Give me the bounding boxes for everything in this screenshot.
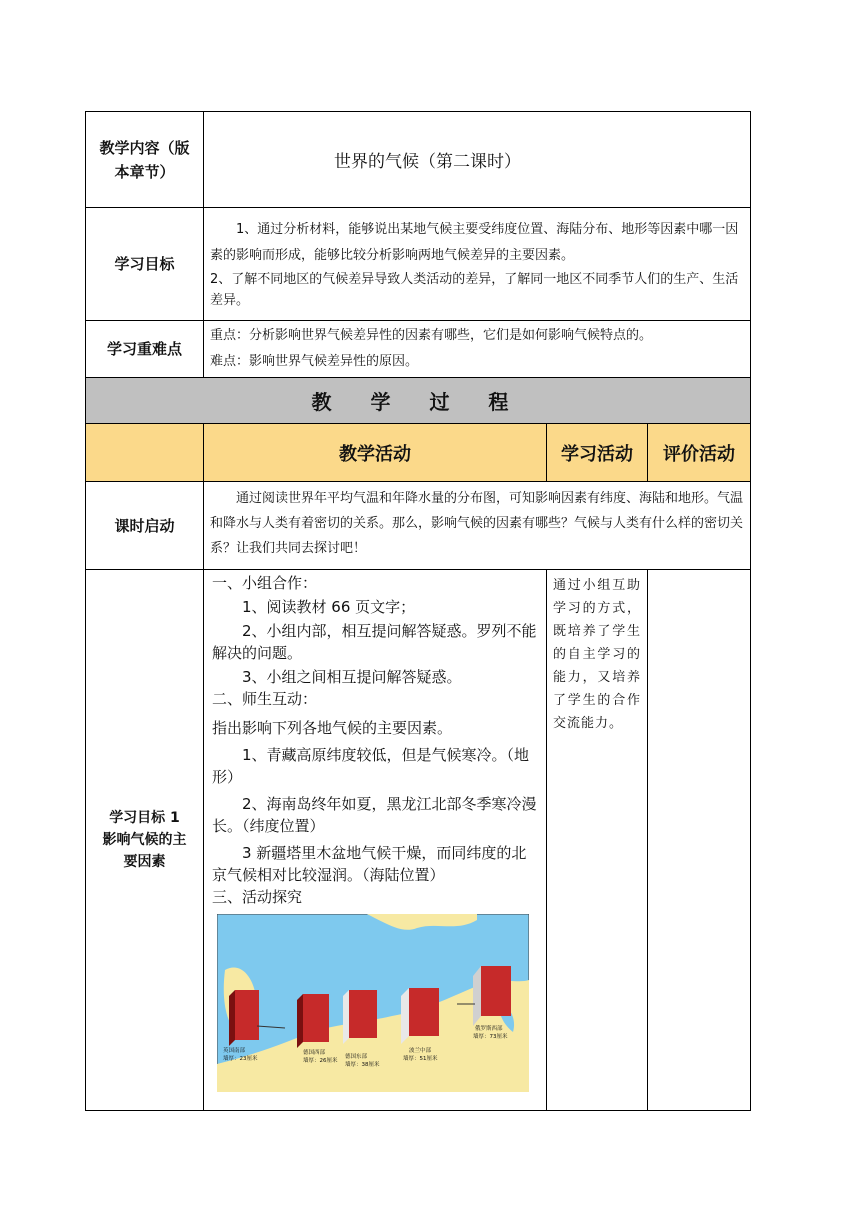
goal1-row [86, 570, 751, 1111]
objectives-cell [204, 208, 751, 321]
goal1-learning-text: 通过小组互助学习的方式，既培养了学生的自主学习的能力，又培养了学生的合作交流能力。 [553, 578, 641, 731]
intro-row [86, 482, 751, 570]
keypoints-row [86, 321, 751, 378]
step2-c: 3 新疆塔里木盆地气候干燥，而同纬度的北京气候相对比较湿润。（海陆位置） [212, 844, 527, 884]
step1-title: 一、小组合作： [212, 574, 318, 592]
intro-label-cell [86, 482, 204, 570]
step2-title: 二、师生互动： [212, 690, 318, 708]
intro-cell [204, 482, 751, 570]
label-west-germany-value: 墙厚：26厘米 [303, 1058, 338, 1064]
label-uk-value: 墙厚：23厘米 [223, 1056, 258, 1062]
label-east-germany-value: 墙厚：38厘米 [345, 1062, 380, 1068]
goal1-learning-cell [547, 570, 648, 1111]
column-header-row [86, 424, 751, 482]
content-label: 教学内容（版本章节） [99, 138, 190, 181]
step1-a: 1、阅读教材 66 页文字； [242, 598, 416, 616]
key-difficulty: 难点：影响世界气候差异性的原因。 [210, 354, 419, 369]
column-learning-label: 学习活动 [561, 443, 633, 465]
column-learning-header [547, 424, 648, 482]
objectives-row [86, 208, 751, 321]
label-west-germany: 德国西部 [303, 1050, 326, 1056]
label-poland: 波兰中部 [409, 1048, 432, 1054]
keypoints-cell [204, 321, 751, 378]
content-value-cell [204, 112, 751, 208]
objectives-label: 学习目标 [114, 255, 175, 273]
goal1-evaluation-cell [648, 570, 751, 1111]
goal1-teaching-cell [204, 570, 547, 1111]
label-poland-value: 墙厚：51厘米 [403, 1056, 438, 1062]
keypoints-label-cell [86, 321, 204, 378]
column-header-blank [86, 424, 204, 482]
intro-text: 通过阅读世界年平均气温和年降水量的分布图，可知影响因素有纬度、海陆和地形。气温和降水与人类有着密切的关系。那么，影响气候的因素有哪些？气候与人类有什么样的密切关系？让我们共同去探讨吧！ [210, 491, 744, 556]
process-title: 教 学 过 程 [311, 390, 525, 414]
wall-poland [401, 988, 439, 1044]
objective-1: 1、通过分析材料，能够说出某地气候主要受纬度位置、海陆分布、地形等因素中哪一因素的影响而形成，能够比较分析影响两地气候差异的主要因素。 [210, 222, 739, 263]
lesson-plan-table [85, 111, 751, 1111]
wall-east-germany [343, 990, 377, 1044]
goal1-label: 学习目标 1 [109, 810, 180, 826]
objectives-label-cell [86, 208, 204, 321]
label-russia: 俄罗斯西部 [475, 1026, 503, 1032]
step1-b: 2、小组内部，相互提问解答疑惑。罗列不能解决的问题。 [212, 622, 537, 662]
content-row [86, 112, 751, 208]
step2-task: 指出影响下列各地气候的主要因素。 [212, 719, 453, 737]
wall-west-germany [297, 994, 329, 1048]
content-label-cell [86, 112, 204, 208]
step3-title: 三、活动探究 [212, 888, 303, 906]
column-teaching-header [204, 424, 547, 482]
step1-c: 3、小组之间相互提问解答疑惑。 [242, 668, 462, 686]
lesson-title: 世界的气候（第二课时） [334, 152, 521, 172]
goal1-label-cell [86, 570, 204, 1111]
intro-label: 课时启动 [114, 516, 175, 535]
objective-2: 2、了解不同地区的气候差异导致人类活动的差异，了解同一地区不同季节人们的生产、生活差异。 [210, 272, 739, 308]
process-title-cell [86, 378, 751, 424]
column-evaluation-header [648, 424, 751, 482]
goal1-sublabel: 影响气候的主要因素 [102, 832, 187, 870]
label-russia-value: 墙厚：73厘米 [473, 1034, 508, 1040]
step2-b: 2、海南岛终年如夏，黑龙江北部冬季寒冷漫长。（纬度位置） [212, 795, 537, 835]
keypoints-label: 学习重难点 [106, 340, 182, 358]
column-evaluation-label: 评价活动 [663, 443, 735, 465]
key-focus: 重点：分析影响世界气候差异性的因素有哪些，它们是如何影响气候特点的。 [210, 328, 653, 343]
process-title-row [86, 378, 751, 424]
column-teaching-label: 教学活动 [339, 443, 411, 465]
europe-wall-thickness-map [217, 914, 529, 1092]
label-uk: 英国南部 [223, 1048, 246, 1054]
step2-a: 1、青藏高原纬度较低，但是气候寒冷。（地形） [212, 746, 530, 786]
label-east-germany: 德国东部 [345, 1054, 368, 1060]
